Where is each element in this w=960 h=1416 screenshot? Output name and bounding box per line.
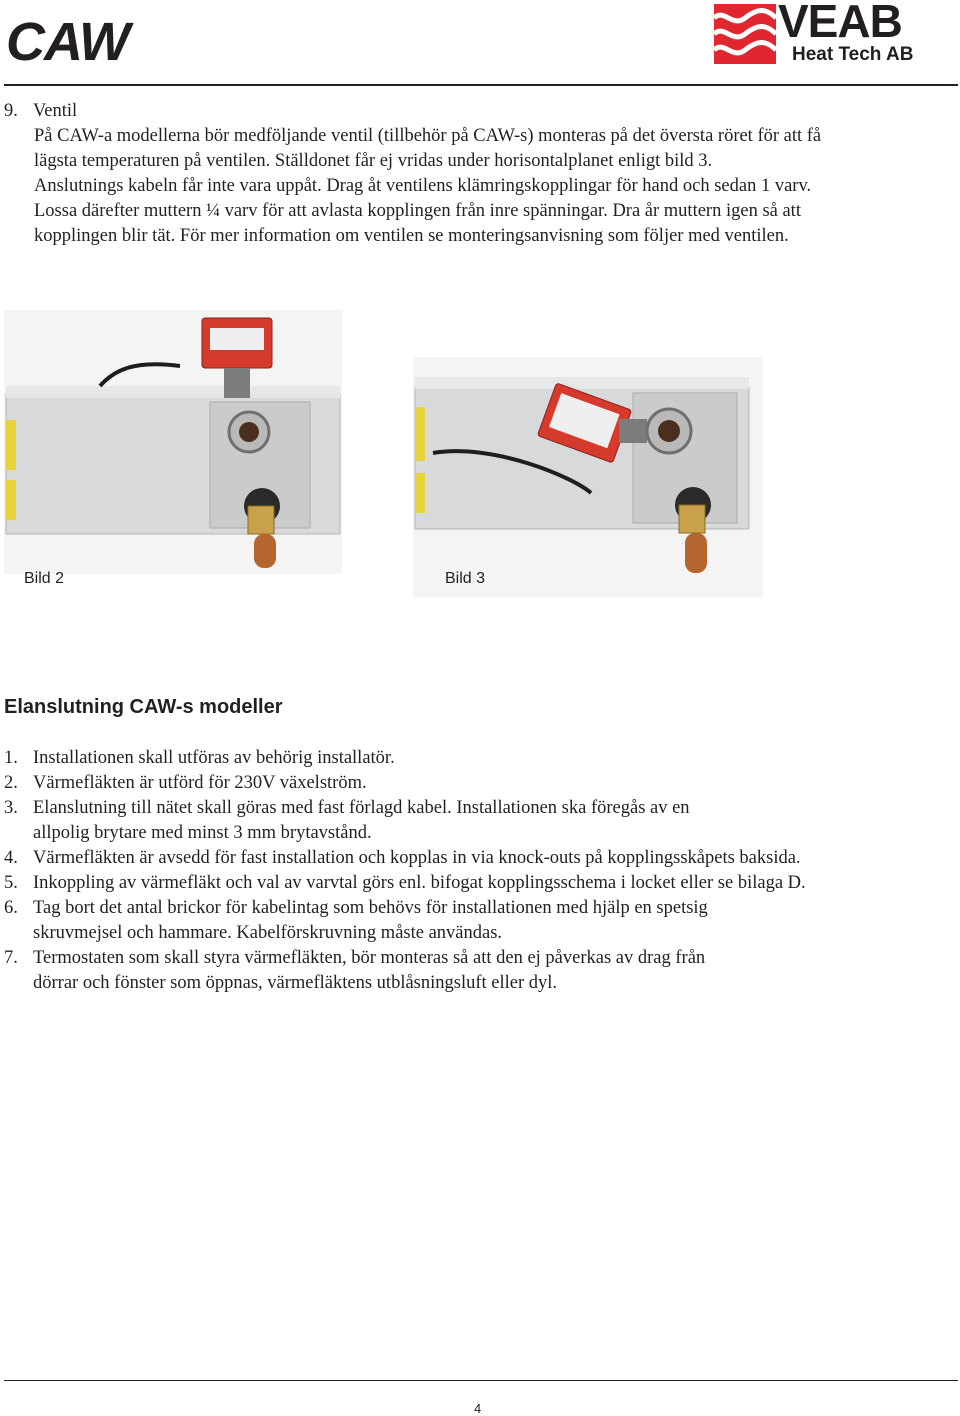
list-text: Termostaten som skall styra värmefläkten, bör monteras så att den ej påverkas av drag från [33, 948, 706, 968]
list-text: allpolig brytare med minst 3 mm brytavstånd. [33, 823, 372, 843]
header-divider [4, 84, 958, 86]
photo-bild-3 [413, 357, 763, 597]
caption-bild-2: Bild 2 [24, 570, 65, 587]
list-number: 4. [4, 848, 18, 868]
footer-divider [4, 1380, 958, 1381]
list-item [4, 746, 944, 771]
list-text: dörrar och fönster som öppnas, värmefläktens utblåsningsluft eller dyl. [33, 973, 558, 993]
body-line: Anslutnings kabeln får inte vara uppåt. Drag åt ventilens klämringskopplingar för hand och sedan 1 varv. [34, 176, 812, 196]
list-text: Värmefläkten är utförd för 230V växelström. [33, 773, 367, 793]
list-item [4, 771, 944, 796]
list-number: 6. [4, 898, 18, 918]
list-item [4, 946, 944, 996]
section-heading: Ventil [33, 101, 78, 121]
body-line: lägsta temperaturen på ventilen. Ställdonet får ej vridas under horisontalplanet enligt bild 3. [34, 151, 713, 171]
list-text: Elanslutning till nätet skall göras med fast förlagd kabel. Installationen ska föregås av en [33, 798, 690, 818]
veab-logo [714, 0, 940, 68]
list-text: skruvmejsel och hammare. Kabelförskruvning måste användas. [33, 923, 503, 943]
list-item [4, 896, 944, 946]
page-number: 4 [474, 1401, 482, 1416]
list-number: 3. [4, 798, 18, 818]
list-text: Tag bort det antal brickor för kabelintag som behövs för installationen med hjälp en spetsig [33, 898, 708, 918]
body-line: kopplingen blir tät. För mer information om ventilen se monteringsanvisning som följer med ventilen. [34, 226, 789, 246]
list-item [4, 846, 944, 871]
document-title: CAW [6, 12, 129, 72]
list-number: 7. [4, 948, 18, 968]
photo-bild-2 [4, 310, 342, 574]
logo-wordmark: VEAB [778, 0, 902, 47]
list-item [4, 796, 944, 846]
list-number: 2. [4, 773, 18, 793]
instruction-list [4, 746, 944, 996]
list-number: 1. [4, 748, 18, 768]
section-body [34, 124, 934, 249]
section-number: 9. [4, 101, 18, 121]
list-item [4, 871, 944, 896]
list-text: Inkoppling av värmefläkt och val av varvtal görs enl. bifogat kopplingsschema i locket eller se bilaga D. [33, 873, 806, 893]
body-line: Lossa därefter muttern ¼ varv för att avlasta kopplingen från inre spänningar. Dra år muttern igen så att [34, 201, 801, 221]
body-line: På CAW-a modellerna bör medföljande ventil (tillbehör på CAW-s) monteras på det översta röret för att få [34, 126, 822, 146]
list-text: Installationen skall utföras av behörig installatör. [33, 748, 395, 768]
caption-bild-3: Bild 3 [445, 570, 486, 587]
list-text: Värmefläkten är avsedd för fast installation och kopplas in via knock-outs på kopplingsskåpets baksida. [33, 848, 801, 868]
logo-subtitle: Heat Tech AB [792, 44, 914, 65]
list-number: 5. [4, 873, 18, 893]
veab-logo-mark-icon [714, 4, 776, 64]
section-heading-elanslutning: Elanslutning CAW-s modeller [4, 696, 283, 718]
